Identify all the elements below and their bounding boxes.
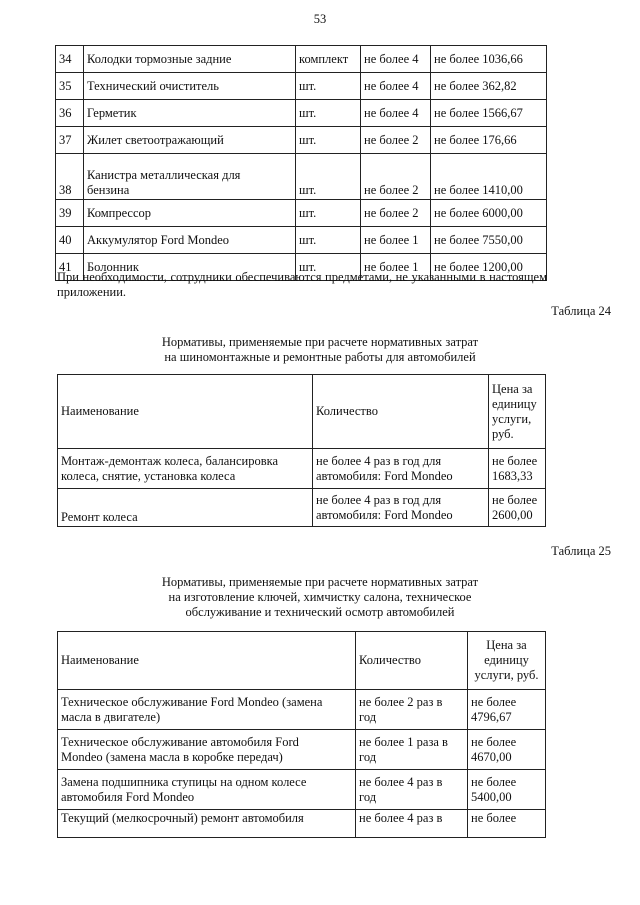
page-number: 53 (313, 12, 327, 26)
note-paragraph: При необходимости, сотрудники обеспечиваются предметами, не указанными в настоящем приложении. (57, 270, 547, 299)
table-row: 36 Герметик шт. не более 4 не более 1566,67 (56, 100, 547, 127)
supplies-table (55, 45, 547, 281)
table-row: Ремонт колеса не более 4 раз в год для автомобиля: Ford Mondeo не более 2600,00 (58, 489, 546, 527)
table-25-title: Нормативы, применяемые при расчете нормативных затрат на изготовление ключей, химчистку салона, техническое обслуживание и технический осмотр автомобилей (161, 575, 479, 619)
table-row: 39 Компрессор шт. не более 2 не более 6000,00 (56, 200, 547, 227)
header-price: Цена за единицу услуги, руб. (489, 375, 546, 449)
header-name: Наименование (58, 375, 313, 449)
table-row: 41 Болонник шт. не более 1 не более 1200,00 (56, 254, 547, 281)
table-header-row (58, 375, 546, 449)
table-row: 40 Аккумулятор Ford Mondeo шт. не более 1 не более 7550,00 (56, 227, 547, 254)
table-row: 35 Технический очиститель шт. не более 4 не более 362,82 (56, 73, 547, 100)
header-qty: Количество (356, 632, 468, 690)
header-price: Цена за единицу услуги, руб. (468, 632, 546, 690)
table-row: 38 Канистра металлическая для бензина шт. не более 2 не более 1410,00 (56, 154, 547, 200)
header-name: Наименование (58, 632, 356, 690)
table-header-row (58, 632, 546, 690)
table-row: Замена подшипника ступицы на одном колесе автомобиля Ford Mondeo не более 4 раз в год не более 5400,00 (58, 770, 546, 810)
table-24-title: Нормативы, применяемые при расчете нормативных затрат на шиномонтажные и ремонтные работы для автомобилей (161, 335, 479, 364)
table-row: Техническое обслуживание Ford Mondeo (замена масла в двигателе) не более 2 раз в год не более 4796,67 (58, 690, 546, 730)
table-row: Текущий (мелкосрочный) ремонт автомобиля не более 4 раз в не более (58, 810, 546, 838)
table-row: 37 Жилет светоотражающий шт. не более 2 не более 176,66 (56, 127, 547, 154)
table-row: Техническое обслуживание автомобиля Ford Mondeo (замена масла в коробке передач) не более 1 раза в год не более 4670,00 (58, 730, 546, 770)
car-service-table (57, 631, 546, 838)
header-qty: Количество (313, 375, 489, 449)
table-row: Монтаж-демонтаж колеса, балансировка колеса, снятие, установка колеса не более 4 раз в год для автомобиля: Ford Mondeo не более 1683,33 (58, 449, 546, 489)
tire-service-table (57, 374, 546, 527)
table-24-label: Таблица 24 (551, 304, 611, 318)
table-row: 34 Колодки тормозные задние комплект не более 4 не более 1036,66 (56, 46, 547, 73)
table-25-label: Таблица 25 (551, 544, 611, 558)
